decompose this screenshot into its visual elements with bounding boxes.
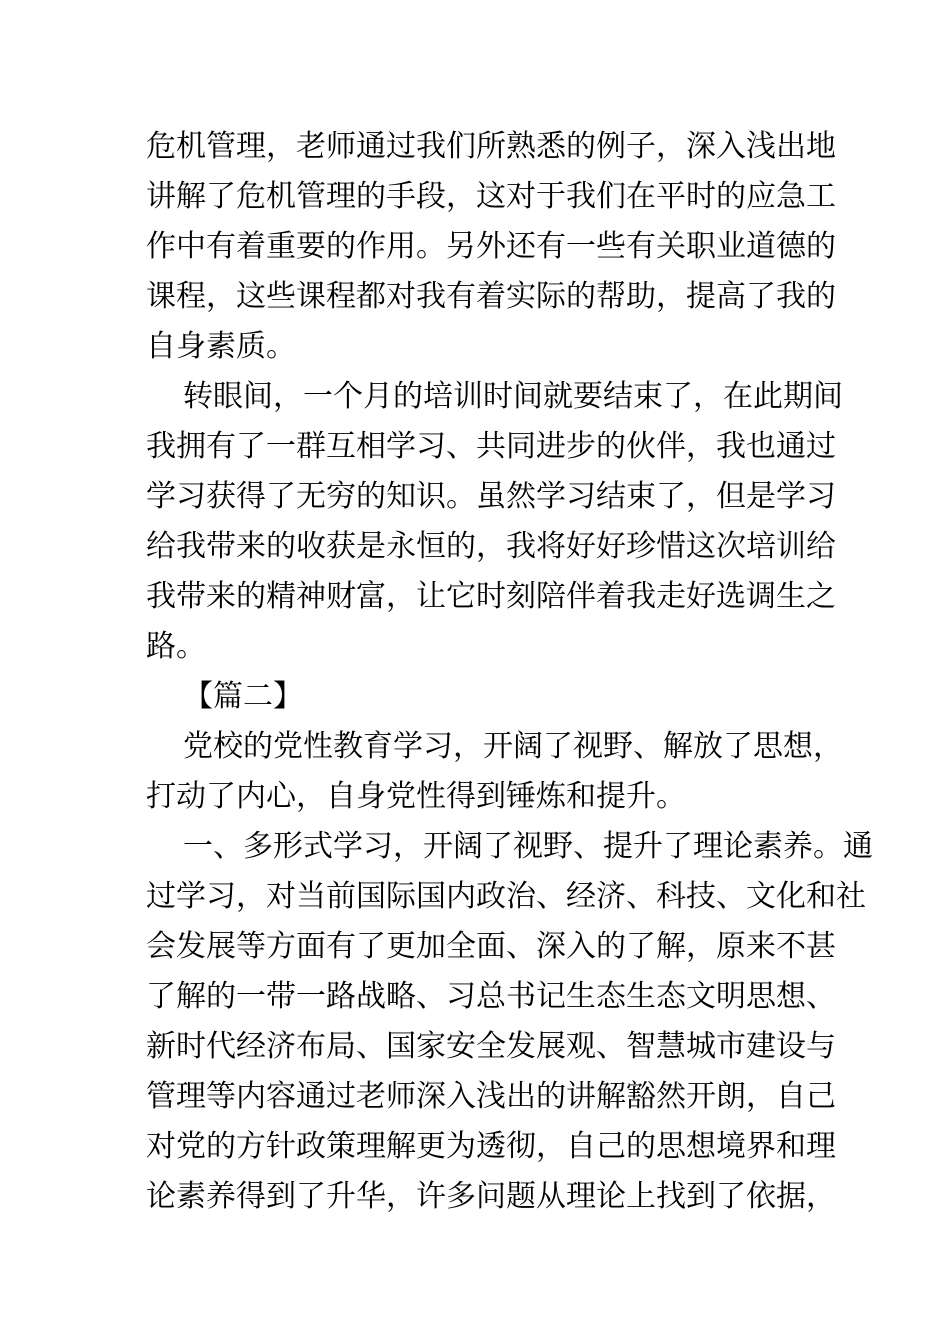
text-line: 会发展等方面有了更加全面、深入的了解，原来不甚 bbox=[146, 929, 836, 964]
text-line: 新时代经济布局、国家安全发展观、智慧城市建设与 bbox=[146, 1029, 836, 1064]
document-body bbox=[146, 122, 873, 1222]
section-title: 【篇二】 bbox=[183, 679, 303, 714]
text-line: 我拥有了一群互相学习、共同进步的伙伴，我也通过 bbox=[146, 429, 836, 464]
text-line: 路。 bbox=[146, 629, 206, 664]
text-line: 党校的党性教育学习，开阔了视野、解放了思想， bbox=[183, 729, 843, 764]
paragraph-crisis-management bbox=[146, 122, 836, 372]
section-heading bbox=[146, 672, 806, 722]
text-line: 打动了内心，自身党性得到锤炼和提升。 bbox=[146, 779, 686, 814]
text-line: 对党的方针政策理解更为透彻，自己的思想境界和理 bbox=[146, 1129, 836, 1164]
paragraph-training-end bbox=[146, 372, 843, 672]
text-line: 自身素质。 bbox=[146, 329, 296, 364]
text-line: 课程，这些课程都对我有着实际的帮助，提高了我的 bbox=[146, 279, 836, 314]
text-line: 管理等内容通过老师深入浅出的讲解豁然开朗，自己 bbox=[146, 1079, 836, 1114]
paragraph-multi-form-study bbox=[146, 822, 873, 1222]
text-line: 我带来的精神财富，让它时刻陪伴着我走好选调生之 bbox=[146, 579, 836, 614]
text-line: 危机管理，老师通过我们所熟悉的例子，深入浅出地 bbox=[146, 129, 836, 164]
text-line: 讲解了危机管理的手段，这对于我们在平时的应急工 bbox=[146, 179, 836, 214]
text-line: 论素养得到了升华，许多问题从理论上找到了依据， bbox=[146, 1179, 836, 1214]
text-line: 转眼间，一个月的培训时间就要结束了，在此期间 bbox=[183, 379, 843, 414]
text-line: 学习获得了无穷的知识。虽然学习结束了，但是学习 bbox=[146, 479, 836, 514]
text-line: 了解的一带一路战略、习总书记生态生态文明思想、 bbox=[146, 979, 836, 1014]
text-line: 过学习，对当前国际国内政治、经济、科技、文化和社 bbox=[146, 879, 866, 914]
text-line: 作中有着重要的作用。另外还有一些有关职业道德的 bbox=[146, 229, 836, 264]
text-line: 一、多形式学习，开阔了视野、提升了理论素养。通 bbox=[183, 829, 873, 864]
paragraph-party-school bbox=[146, 722, 843, 822]
text-line: 给我带来的收获是永恒的，我将好好珍惜这次培训给 bbox=[146, 529, 836, 564]
